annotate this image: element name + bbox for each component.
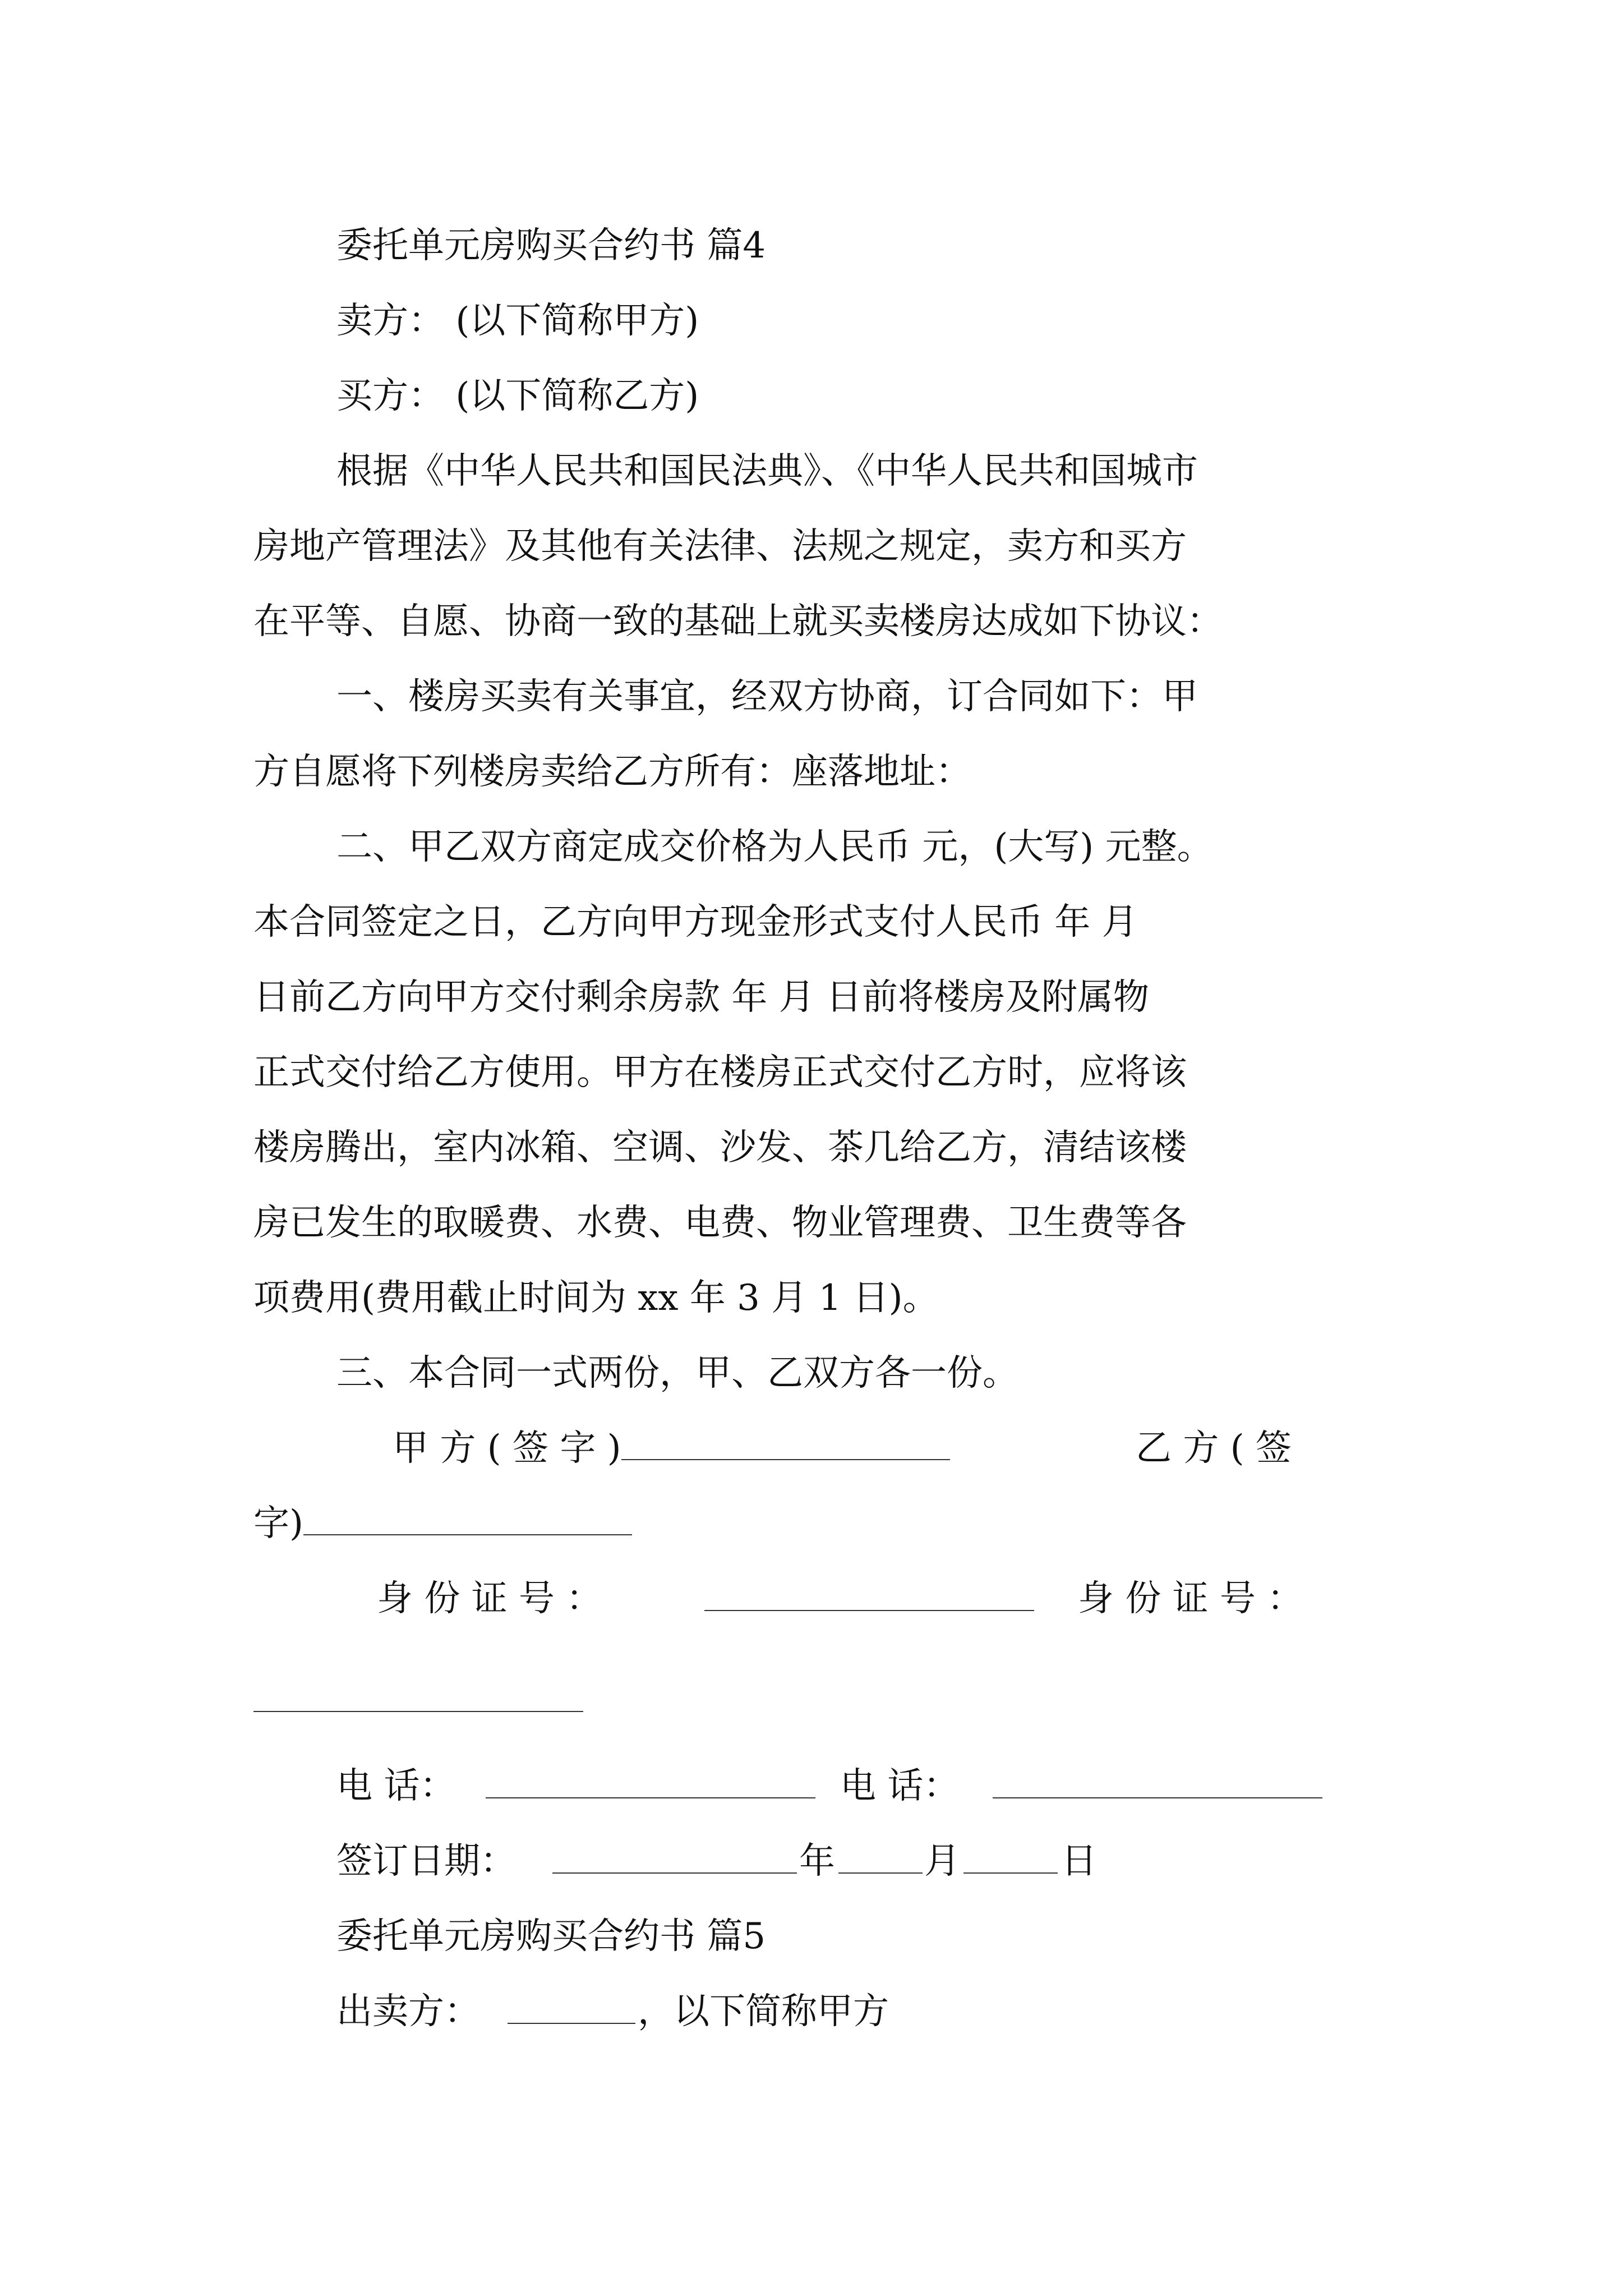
party-a-sign-label: 甲 方 ( 签 字 ) [393,1428,621,1469]
section5-seller-label: 出卖方： [336,1991,480,2032]
phone-label-b: 电 话： [840,1765,960,1807]
party-b-sign-row [253,1501,632,1546]
clause2-line-1: 二、甲乙双方商定成交价格为人民币 元，(大写) 元整。 [336,826,1213,868]
clause2-line-5: 楼房腾出，室内冰箱、空调、沙发、茶几给乙方，清结该楼 [253,1127,1187,1168]
id-blank-b [253,1711,583,1712]
phone-row [336,1764,455,1809]
id-label-a: 身 份 证 号 ： [377,1578,602,1619]
party-a-sign-blank [621,1429,950,1460]
date-year-blank [552,1872,797,1874]
clause2-line-6: 房已发生的取暖费、水费、电费、物业管理费、卫生费等各 [253,1202,1187,1244]
buyer-line: 买方： (以下简称乙方) [336,375,699,417]
date-year-label: 年 [799,1841,835,1882]
party-b-sign-label: 乙 方 ( 签 [1136,1428,1292,1469]
section5-seller-suffix: ，以下简称甲方 [638,1991,889,2032]
id-label-b: 身 份 证 号 ： [1078,1578,1303,1619]
seller-line: 卖方： (以下简称甲方) [336,300,699,342]
party-b-sign-label-cont: 字) [253,1503,303,1544]
clause3-line: 三、本合同一式两份，甲、乙双方各一份。 [336,1352,1018,1394]
clause2-line-3: 日前乙方向甲方交付剩余房款 年 月 日前将楼房及附属物 [253,977,1150,1018]
phone-blank-b [993,1797,1322,1798]
clause2-line-4: 正式交付给乙方使用。甲方在楼房正式交付乙方时，应将该 [253,1052,1187,1093]
clause1-line-1: 一、楼房买卖有关事宜，经双方协商，订合同如下：甲 [336,676,1198,717]
party-a-sign-row [393,1426,950,1471]
date-day-blank [963,1872,1058,1874]
phone-blank-a [486,1797,815,1798]
date-month-blank [838,1872,923,1874]
id-blank-a [704,1610,1034,1611]
clause2-line-2: 本合同签定之日，乙方向甲方现金形式支付人民币 年 月 [253,901,1138,943]
section5-seller-blank [508,2023,635,2024]
intro-line-1: 根据《中华人民共和国民法典》、《中华人民共和国城市 [336,450,1198,492]
section5-title: 委托单元房购买合约书 篇5 [336,1916,766,1957]
intro-line-3: 在平等、自愿、协商一致的基础上就买卖楼房达成如下协议： [253,601,1223,642]
clause1-line-2: 方自愿将下列楼房卖给乙方所有：座落地址： [253,751,971,793]
section4-title: 委托单元房购买合约书 篇4 [336,225,766,266]
date-label: 签订日期： [336,1841,516,1882]
party-b-sign-blank [303,1504,632,1535]
clause2-line-7: 项费用(费用截止时间为 xx 年 3 月 1 日)。 [253,1277,939,1319]
id-row-a [377,1576,602,1621]
date-day-label: 日 [1061,1841,1097,1882]
date-month-label: 月 [924,1841,960,1882]
phone-label-a: 电 话： [336,1765,456,1807]
intro-line-2: 房地产管理法》及其他有关法律、法规之规定，卖方和买方 [253,526,1187,567]
